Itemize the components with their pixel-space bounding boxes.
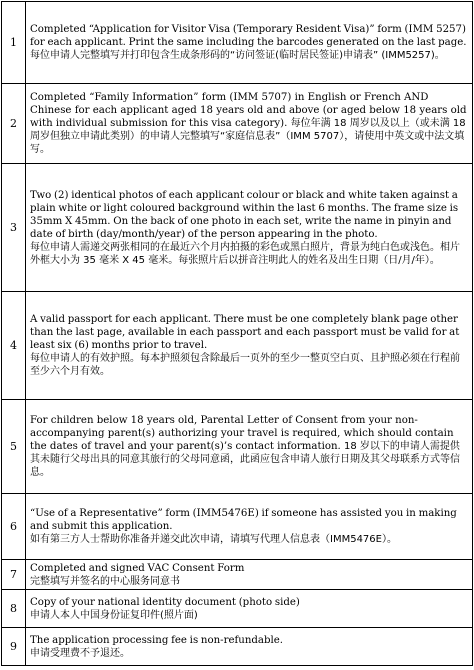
item-chinese-text: 完整填写并签名的中心服务同意书 — [30, 575, 180, 587]
item-description — [26, 628, 473, 666]
checklist-row — [2, 494, 473, 560]
item-number: 3 — [2, 164, 26, 292]
item-chinese-text: 每位申请人完整填写并打印包含生成条形码的“访问签证(临时居民签证)申请表” (IMM5257)。 — [30, 50, 445, 61]
item-english-text: Completed “Application for Visitor Visa (Temporary Resident Visa)” form (IMM 5257) for each applicant. Print the same including the barcodes generated on the last page. — [30, 24, 467, 48]
item-chinese-text: 18 岁以下的申请人需提供其未随行父母出具的同意其旅行的父母同意函，此函应包含申请人旅行日期及其父母联系方式等信息。 — [30, 441, 460, 478]
item-english-text: Copy of your national identity document (photo side) — [30, 596, 300, 608]
item-description — [26, 2, 473, 84]
item-english-text: Completed and signed VAC Consent Form — [30, 562, 245, 574]
item-chinese-text: 每位年满 18 周岁以及以上（或未满 18 周岁但独立申请此类别）的申请人完整填写“家庭信息表”（IMM 5707），请使用中英文或中法文填写。 — [30, 118, 466, 155]
item-description — [26, 84, 473, 164]
item-number: 7 — [2, 560, 26, 590]
checklist-row — [2, 292, 473, 400]
item-description — [26, 560, 473, 590]
item-number: 5 — [2, 400, 26, 494]
item-english-text: Completed “Family Information” form (IMM 5707) in English or French AND Chinese for each applicant aged 18 years old and above (or aged below 18 years old with individual submission for this visa category). — [30, 92, 467, 129]
item-chinese-text: 每位申请人的有效护照。每本护照须包含除最后一页外的至少一整页空白页、且护照必须在行程前至少六个月有效。 — [30, 353, 460, 377]
item-chinese-text: 申请受理费不予退还。 — [30, 647, 130, 659]
item-chinese-text: 如有第三方人士帮助你准备并递交此次申请，请填写代理人信息表（IMM5476E）。 — [30, 534, 397, 545]
item-english-text: A valid passport for each applicant. There must be one completely blank page other than the last page, available in each passport and each passport must be valid for at least six (6) months prior to travel. — [30, 314, 460, 351]
item-description — [26, 400, 473, 494]
item-description — [26, 292, 473, 400]
item-number: 1 — [2, 2, 26, 84]
checklist-row — [2, 590, 473, 628]
checklist-row — [2, 628, 473, 666]
requirements-checklist-table — [1, 1, 473, 666]
item-english-text: Two (2) identical photos of each applicant colour or black and white taken against a plain white or light coloured background within the last 6 months. The frame size is 35mm X 45mm. On the back of one photo in each set, write the name in pinyin and date of birth (day/month/year) of the person appearing in the photo. — [30, 189, 459, 240]
item-number: 8 — [2, 590, 26, 628]
checklist-row — [2, 164, 473, 292]
item-number: 6 — [2, 494, 26, 560]
checklist-row — [2, 84, 473, 164]
item-number: 4 — [2, 292, 26, 400]
item-english-text: The application processing fee is non-refundable. — [30, 634, 284, 646]
item-description — [26, 494, 473, 560]
item-english-text: For children below 18 years old, Parental Letter of Consent from your non-accompanying parent(s) authorizing your travel is required, which should contain the dates of travel and your parent(s)’s contact information. — [30, 415, 454, 452]
checklist-row — [2, 2, 473, 84]
item-chinese-text: 每位申请人需递交两张相同的在最近六个月内拍摄的彩色或黑白照片，背景为纯白色或浅色。相片外框大小为 35 毫米 X 45 毫米。每张照片后以拼音注明此人的姓名及出生日期（日/月/年）。 — [30, 241, 460, 266]
item-chinese-text: 申请人本人中国身份证复印件(照片面) — [30, 609, 198, 621]
item-description — [26, 164, 473, 292]
checklist-row — [2, 400, 473, 494]
checklist-row — [2, 560, 473, 590]
item-number: 9 — [2, 628, 26, 666]
item-english-text: “Use of a Representative” form (IMM5476E) if someone has assisted you in making and submit this application. — [30, 508, 457, 532]
item-description — [26, 590, 473, 628]
item-number: 2 — [2, 84, 26, 164]
